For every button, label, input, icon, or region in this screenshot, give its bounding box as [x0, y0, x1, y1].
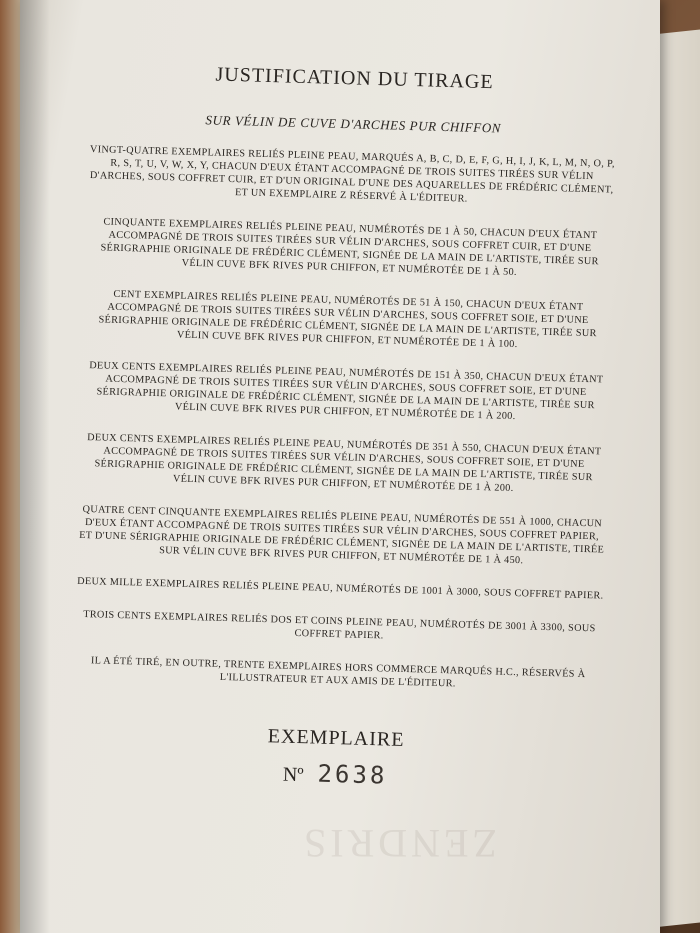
- edition-paragraph-9: IL A ÉTÉ TIRÉ, EN OUTRE, TRENTE EXEMPLAIRES HORS COMMERCE MARQUÉS H.C., RÉSERVÉS À L'ILLUSTRATEUR ET AUX AMIS DE L'ÉDITEUR.: [90, 655, 586, 690]
- show-through-text: ZENDRIS: [300, 821, 497, 866]
- page-subtitle: SUR VÉLIN DE CUVE D'ARCHES PUR CHIFFON: [205, 112, 502, 136]
- numero-value: 2638: [317, 759, 388, 790]
- edition-paragraph-8: TROIS CENTS EXEMPLAIRES RELIÉS DOS ET COINS PLEINE PEAU, NUMÉROTÉS DE 3001 À 3300, SOUS COFFRET PAPIER.: [83, 609, 596, 642]
- edition-paragraph-2: CINQUANTE EXEMPLAIRES RELIÉS PLEINE PEAU, NUMÉROTÉS DE 1 À 50, CHACUN D'EUX ÉTANT ACCOMPAGNÉ DE TROIS SUITES TIRÉES SUR VÉLIN D'ARCHES, SOUS COFFRET CUIR, ET D'UNE SÉRIGRAPHIE ORIGINALE DE FRÉDÉRIC CLÉMENT, SIGNÉE DE LA MAIN DE L'ARTISTE, TIRÉE SUR VÉLIN CUVE BFK RIVES PUR CHIFFON, ET NUMÉROTÉE DE 1 À 50.: [100, 216, 599, 279]
- edition-paragraph-5: DEUX CENTS EXEMPLAIRES RELIÉS PLEINE PEAU, NUMÉROTÉS DE 351 À 550, CHACUN D'EUX ÉTANT ACCOMPAGNÉ DE TROIS SUITES TIRÉES SUR VÉLIN D'ARCHES, SOUS COFFRET SOIE, ET D'UNE SÉRIGRAPHIE ORIGINALE DE FRÉDÉRIC CLÉMENT, SIGNÉE DE LA MAIN DE L'ARTISTE, TIRÉE SUR VÉLIN CUVE BFK RIVES PUR CHIFFON, ET NUMÉROTÉE DE 1 À 200.: [87, 432, 602, 494]
- edition-paragraph-3: CENT EXEMPLAIRES RELIÉS PLEINE PEAU, NUMÉROTÉS DE 51 À 150, CHACUN D'EUX ÉTANT ACCOMPAGNÉ DE TROIS SUITES TIRÉES SUR VÉLIN D'ARCHES, SOUS COFFRET SOIE, ET D'UNE SÉRIGRAPHIE ORIGINALE DE FRÉDÉRIC CLÉMENT, SIGNÉE DE LA MAIN DE L'ARTISTE, TIRÉE SUR VÉLIN CUVE BFK RIVES PUR CHIFFON, ET NUMÉROTÉE DE 1 À 100.: [98, 288, 597, 351]
- edition-paragraph-7: DEUX MILLE EXEMPLAIRES RELIÉS PLEINE PEAU, NUMÉROTÉS DE 1001 À 3000, SOUS COFFRET PAPIER.: [77, 575, 604, 602]
- page-gutter-shadow: [20, 0, 50, 933]
- page-title: JUSTIFICATION DU TIRAGE: [215, 63, 494, 94]
- edition-paragraph-6: QUATRE CENT CINQUANTE EXEMPLAIRES RELIÉS PLEINE PEAU, NUMÉROTÉS DE 551 À 1000, CHACUN D'EUX ÉTANT ACCOMPAGNÉ DE TROIS SUITES TIRÉES SUR VÉLIN D'ARCHES, SOUS COFFRET PAPIER, ET D'UNE SÉRIGRAPHIE ORIGINALE DE FRÉDÉRIC CLÉMENT, SIGNÉE DE LA MAIN DE L'ARTISTE, TIRÉE SUR VÉLIN CUVE BFK RIVES PUR CHIFFON, ET NUMÉROTÉE DE 1 À 450.: [78, 503, 605, 567]
- numero-prefix: Nº: [282, 763, 304, 787]
- edition-paragraph-1: VINGT-QUATRE EXEMPLAIRES RELIÉS PLEINE PEAU, MARQUÉS A, B, C, D, E, F, G, H, I, J, K, L, M, N, O, P, R, S, T, U, V, W, X, Y, CHACUN D'EUX ÉTANT ACCOMPAGNÉ DE TROIS SUITES TIRÉES SUR VÉLIN D'ARCHES, SOUS COFFRET CUIR, ET D'UN ORIGINAL D'UNE DES AQUARELLES DE FRÉDÉRIC CLÉMENT, ET UN EXEMPLAIRE Z RÉSERVÉ À L'ÉDITEUR.: [89, 144, 615, 205]
- exemplaire-label: EXEMPLAIRE: [267, 725, 405, 752]
- colophon: [70, 60, 620, 797]
- edition-paragraph-4: DEUX CENTS EXEMPLAIRES RELIÉS PLEINE PEAU, NUMÉROTÉS DE 151 À 350, CHACUN D'EUX ÉTANT ACCOMPAGNÉ DE TROIS SUITES TIRÉES SUR VÉLIN D'ARCHES, SOUS COFFRET SOIE, ET D'UNE SÉRIGRAPHIE ORIGINALE DE FRÉDÉRIC CLÉMENT, SIGNÉE DE LA MAIN DE L'ARTISTE, TIRÉE SUR VÉLIN CUVE BFK RIVES PUR CHIFFON, ET NUMÉROTÉE DE 1 À 200.: [89, 360, 604, 423]
